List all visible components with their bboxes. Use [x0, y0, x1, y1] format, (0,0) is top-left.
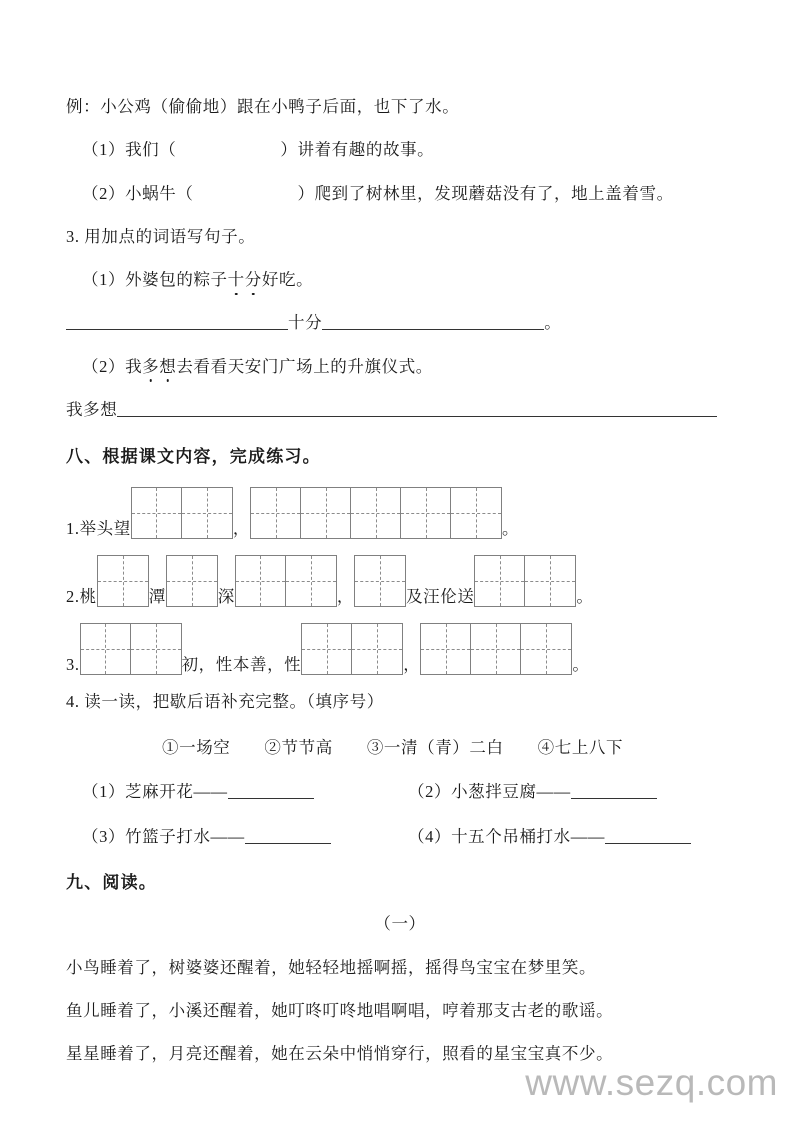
section-3-q2-text-after: 去看看天安门广场上的升旗仪式。	[176, 356, 433, 376]
grid-cell[interactable]	[525, 556, 575, 606]
section-8-item-2	[66, 555, 734, 607]
idiom-blank-2-label: （2）	[408, 782, 452, 802]
item-2-text-1: 桃	[79, 586, 97, 606]
grid-cell[interactable]	[421, 624, 471, 674]
idiom-blank-4-text: 十五个吊桶打水——	[451, 827, 605, 847]
item-2-text-4: ，	[336, 586, 355, 606]
tianzige-grid[interactable]	[80, 623, 182, 675]
idiom-blank-3	[82, 823, 408, 847]
section-8-heading: 八、根据课文内容，完成练习。	[66, 447, 321, 467]
tianzige-grid[interactable]	[474, 555, 576, 607]
answer-blank-right[interactable]	[322, 314, 544, 330]
section-3-answer-1	[66, 312, 734, 334]
tianzige-grid[interactable]	[166, 555, 218, 607]
example-item-2	[66, 183, 734, 205]
idiom-option-3[interactable]: ③一清（青）二白	[366, 738, 504, 758]
item-1-text-3: 。	[502, 518, 520, 538]
passage-label: （一）	[374, 914, 426, 934]
tianzige-grid[interactable]	[235, 555, 337, 607]
site-watermark: www.sezq.com	[525, 1062, 778, 1103]
section-3-q2-label: （2）	[82, 356, 126, 376]
page-content	[66, 96, 734, 1086]
section-3-question-2	[66, 356, 734, 378]
grid-cell[interactable]	[182, 488, 232, 538]
section-9-heading: 九、阅读。	[66, 873, 157, 893]
tianzige-grid[interactable]	[420, 623, 572, 675]
tianzige-grid[interactable]	[131, 487, 233, 539]
grid-cell[interactable]	[81, 624, 131, 674]
emphasis-char: 想	[159, 356, 176, 378]
idiom-blank-4-label: （4）	[408, 827, 452, 847]
item-2-text-3: 深	[217, 586, 235, 606]
idiom-option-2[interactable]: ②节节高	[264, 738, 333, 758]
idiom-answer-blank[interactable]	[605, 828, 691, 844]
section-3-question-1	[66, 269, 734, 291]
grid-cell[interactable]	[251, 488, 301, 538]
item-3-number: 3.	[66, 654, 80, 674]
grid-cell[interactable]	[167, 556, 217, 606]
tianzige-grid[interactable]	[250, 487, 502, 539]
item-3-text-1: 初，性本善，性	[181, 654, 302, 674]
answer-blank-left[interactable]	[66, 314, 288, 330]
idiom-blank-1-label: （1）	[82, 782, 126, 802]
grid-cell[interactable]	[132, 488, 182, 538]
section-3-q2-text-before: 我	[125, 356, 143, 376]
grid-cell[interactable]	[471, 624, 521, 674]
section-3-q1-text-before: 外婆包的粽子	[125, 270, 228, 290]
tianzige-grid[interactable]	[97, 555, 149, 607]
grid-cell[interactable]	[302, 624, 352, 674]
example-item-1-before: 我们（	[125, 140, 177, 160]
grid-cell[interactable]	[475, 556, 525, 606]
passage-paragraph-3: 星星睡着了，月亮还醒着，她在云朵中悄悄穿行，照看的星宝宝真不少。	[66, 1044, 614, 1064]
section-8-item-3	[66, 623, 734, 675]
item-1-text-1: 举头望	[79, 518, 131, 538]
example-item-1	[66, 139, 734, 161]
item-2-text-6: 。	[576, 586, 594, 606]
item-2-text-2: 潭	[148, 586, 166, 606]
idiom-option-4[interactable]: ④七上八下	[537, 738, 624, 758]
section-3-answer-2	[66, 399, 734, 421]
section-3-answer-1-middle: 十分	[288, 313, 323, 333]
section-3-answer-1-period: 。	[544, 313, 562, 333]
idiom-answer-blank[interactable]	[571, 783, 657, 799]
idiom-blank-1-text: 芝麻开花——	[125, 782, 228, 802]
idiom-option-1[interactable]: ①一场空	[162, 738, 231, 758]
grid-cell[interactable]	[451, 488, 501, 538]
item-3-text-3: 。	[572, 654, 590, 674]
idiom-blank-3-label: （3）	[82, 827, 126, 847]
grid-cell[interactable]	[401, 488, 451, 538]
idiom-blank-row-1	[66, 778, 734, 802]
idiom-blank-2	[408, 778, 734, 802]
idiom-blank-2-text: 小葱拌豆腐——	[451, 782, 571, 802]
section-3-answer-2-prefix: 我多想	[66, 399, 118, 419]
item-1-number: 1.	[66, 518, 80, 538]
section-3-q1-label: （1）	[82, 270, 126, 290]
grid-cell[interactable]	[301, 488, 351, 538]
section-3-q1-text-after: 好吃。	[261, 270, 314, 290]
example-item-2-after: ）爬到了树林里，发现蘑菇没有了，地上盖着雪。	[297, 183, 674, 203]
passage-paragraph-1: 小鸟睡着了，树婆婆还醒着，她轻轻地摇啊摇，摇得鸟宝宝在梦里笑。	[66, 957, 597, 977]
tianzige-grid[interactable]	[354, 555, 406, 607]
grid-cell[interactable]	[521, 624, 571, 674]
item-2-number: 2.	[66, 586, 80, 606]
example-item-2-before: 小蜗牛（	[125, 183, 194, 203]
example-line: 例：小公鸡（偷偷地）跟在小鸭子后面，也下了水。	[66, 97, 460, 116]
emphasis-char: 分	[245, 269, 262, 291]
tianzige-grid[interactable]	[301, 623, 403, 675]
section-8-item-4-title: 4. 读一读，把歇后语补充完整。（填序号）	[66, 692, 384, 712]
example-item-2-number: （2）	[82, 183, 126, 203]
grid-cell[interactable]	[352, 624, 402, 674]
example-item-1-after: ）讲着有趣的故事。	[280, 140, 435, 160]
emphasis-char: 十	[228, 269, 245, 291]
idiom-blank-1	[82, 778, 408, 802]
section-3-title: 3. 用加点的词语写句子。	[66, 226, 256, 246]
idiom-answer-blank[interactable]	[245, 828, 331, 844]
grid-cell[interactable]	[286, 556, 336, 606]
item-2-text-5: 及汪伦送	[406, 586, 475, 606]
grid-cell[interactable]	[355, 556, 405, 606]
answer-blank-full[interactable]	[117, 401, 717, 417]
grid-cell[interactable]	[236, 556, 286, 606]
item-3-text-2: ，	[403, 654, 421, 674]
emphasis-char: 多	[142, 356, 159, 378]
grid-cell[interactable]	[351, 488, 401, 538]
idiom-blank-row-2	[66, 823, 734, 847]
example-item-1-number: （1）	[82, 140, 126, 160]
idiom-blank-4	[408, 823, 734, 847]
idiom-options	[66, 734, 734, 758]
grid-cell[interactable]	[98, 556, 148, 606]
item-1-text-2: ，	[232, 518, 250, 538]
idiom-blank-3-text: 竹篮子打水——	[125, 827, 245, 847]
idiom-answer-blank[interactable]	[228, 783, 314, 799]
section-8-item-1	[66, 487, 734, 539]
grid-cell[interactable]	[131, 624, 181, 674]
passage-paragraph-2: 鱼儿睡着了，小溪还醒着，她叮咚叮咚地唱啊唱，哼着那支古老的歌谣。	[66, 1000, 614, 1020]
